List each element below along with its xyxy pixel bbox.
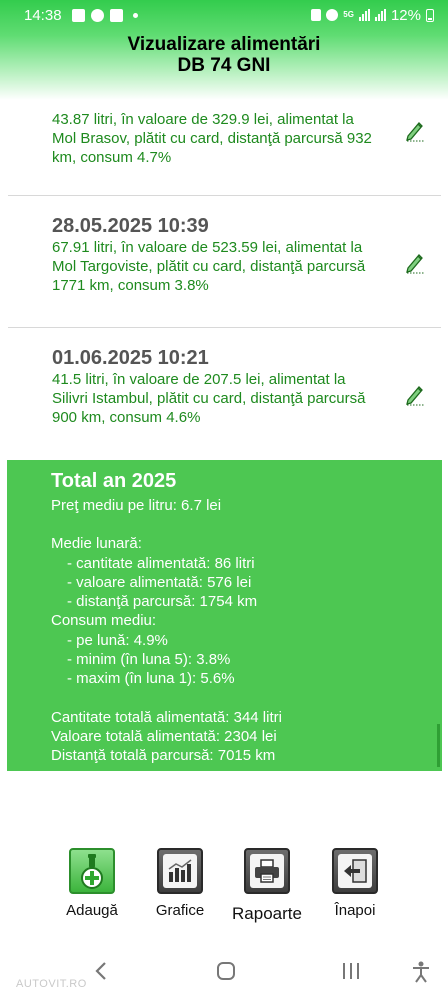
pencil-edit-icon[interactable]: [404, 382, 426, 406]
charts-label: Grafice: [155, 902, 205, 919]
battery-icon: [426, 9, 434, 22]
charts-button[interactable]: [135, 848, 225, 919]
monthly-header: Medie lunară:: [51, 535, 142, 553]
fuel-entry-text: 67.91 litri, în valoare de 523.59 lei, alimentat la Mol Targoviste, plătit cu card, distanţă parcursă 1771 km, consum 3.8%: [52, 239, 366, 294]
back-label: Înapoi: [334, 902, 376, 919]
yearly-total-panel: [7, 460, 442, 771]
total-value: Valoare totală alimentată: 2304 lei: [51, 727, 277, 745]
entry-divider: [8, 195, 441, 196]
back-button[interactable]: [310, 848, 400, 919]
network-type: 5G: [343, 10, 354, 19]
alert-icon: [110, 9, 123, 22]
bar-chart-icon: [157, 848, 203, 894]
consumption-maximum: - maxim (în luna 1): 5.6%: [67, 670, 235, 688]
nav-back-icon[interactable]: [92, 960, 110, 982]
pencil-edit-icon[interactable]: [404, 250, 426, 274]
signal-icon: [359, 9, 370, 21]
reports-label: Rapoarte: [232, 904, 302, 923]
exit-door-icon: [332, 848, 378, 894]
status-bar: [0, 0, 448, 30]
entry-divider: [8, 327, 441, 328]
system-nav-bar: [0, 950, 448, 999]
fuel-entry-text: 43.87 litri, în valoare de 329.9 lei, alimentat la Mol Brasov, plătit cu card, distanţă parcursă 932 km, consum 4.7%: [52, 111, 372, 166]
total-title: Total an 2025: [51, 470, 177, 492]
scrollbar-thumb[interactable]: [437, 724, 440, 767]
add-button[interactable]: [47, 848, 137, 919]
battery-percent: 12%: [390, 6, 421, 24]
signal-2-icon: [375, 9, 386, 21]
page-title: [0, 34, 448, 76]
fuel-entry-date: 01.06.2025 10:21: [52, 347, 209, 369]
alarm-icon: [326, 9, 338, 21]
consumption-per-month: - pe lună: 4.9%: [67, 631, 168, 649]
fuel-entry: [8, 346, 441, 427]
page-title-line2: DB 74 GNI: [177, 55, 271, 76]
nav-recents-icon[interactable]: [340, 960, 362, 982]
fuel-plus-icon: [69, 848, 115, 894]
avg-price: Preţ mediu pe litru: 6.7 lei: [51, 497, 222, 514]
fuel-entry-date: 28.05.2025 10:39: [52, 215, 209, 237]
monthly-quantity: - cantitate alimentată: 86 litri: [67, 554, 255, 572]
gallery-icon: [72, 9, 85, 22]
status-time: 14:38: [24, 6, 62, 24]
consumption-minimum: - minim (în luna 5): 3.8%: [67, 651, 231, 669]
accessibility-icon[interactable]: [410, 960, 432, 984]
facebook-icon: [91, 9, 104, 22]
pencil-edit-icon[interactable]: [404, 118, 426, 142]
monthly-distance: - distanţă parcursă: 1754 km: [67, 593, 258, 611]
consumption-header: Consum mediu:: [51, 612, 157, 630]
fuel-entry: [8, 214, 441, 295]
battery-saver-icon: [311, 9, 321, 21]
nav-home-icon[interactable]: [215, 960, 237, 982]
fuel-entry: [8, 110, 441, 167]
add-label: Adaugă: [66, 902, 118, 919]
monthly-value: - valoare alimentată: 576 lei: [67, 573, 252, 591]
bottom-toolbar: [0, 848, 448, 928]
more-notifications-icon: [133, 13, 138, 18]
page-title-line1: Vizualizare alimentări: [127, 34, 321, 55]
total-quantity: Cantitate totală alimentată: 344 litri: [51, 708, 282, 726]
reports-button[interactable]: [222, 848, 312, 924]
fuel-entry-text: 41.5 litri, în valoare de 207.5 lei, alimentat la Silivri Istambul, plătit cu card, distanţă parcursă 900 km, consum 4.6%: [52, 371, 366, 426]
total-distance: Distanţă totală parcursă: 7015 km: [51, 747, 276, 765]
watermark: AUTOVIT.RO: [16, 978, 87, 990]
printer-icon: [244, 848, 290, 894]
header-area: [0, 0, 448, 100]
